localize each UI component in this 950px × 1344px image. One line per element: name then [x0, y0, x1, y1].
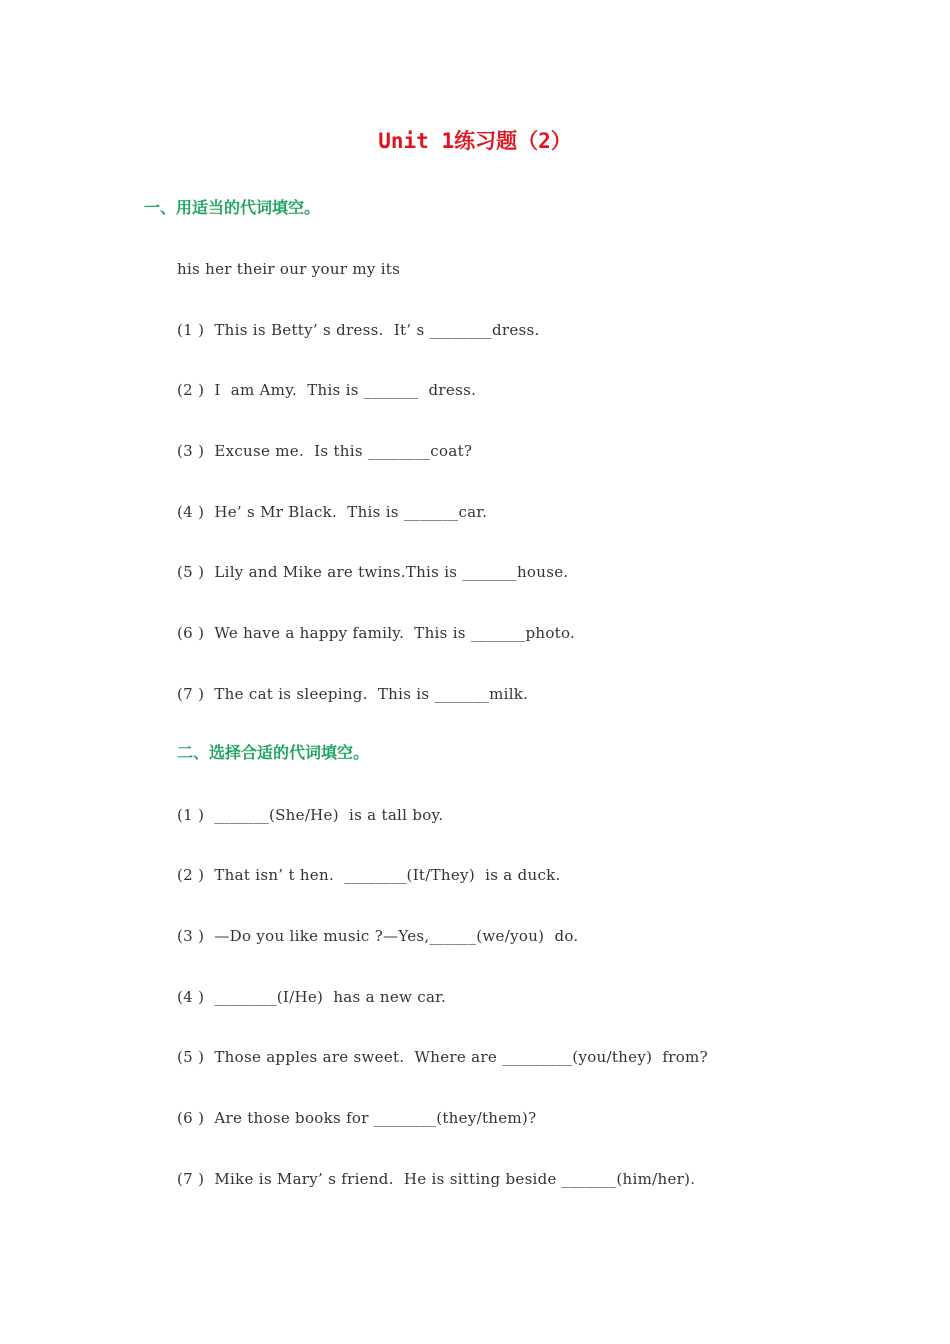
section-2-item-1: (1 ) _______(She/He) is a tall boy.	[177, 806, 444, 824]
section-2-item-2: (2 ) That isn’ t hen. ________(It/They) is a duck.	[177, 866, 561, 884]
section-1-item-4: (4 ) He’ s Mr Black. This is _______car.	[177, 503, 488, 521]
section-2-item-4: (4 ) ________(I/He) has a new car.	[177, 988, 447, 1006]
section-2-item-5: (5 ) Those apples are sweet. Where are _________(you/they) from?	[177, 1048, 708, 1066]
section-1-heading: 一、用适当的代词填空。	[144, 198, 321, 217]
section-2-item-6: (6 ) Are those books for ________(they/them)?	[177, 1109, 537, 1127]
section-1-item-5: (5 ) Lily and Mike are twins.This is _______house.	[177, 563, 569, 581]
page-title: Unit 1练习题（2）	[378, 129, 572, 153]
section-1-item-2: (2 ) I am Amy. This is _______ dress.	[177, 381, 477, 399]
section-1-item-7: (7 ) The cat is sleeping. This is _______milk.	[177, 685, 529, 703]
section-2-heading: 二、选择合适的代词填空。	[177, 743, 370, 762]
section-2-item-3: (3 ) —Do you like music ?—Yes,______(we/you) do.	[177, 927, 579, 945]
word-bank: his her their our your my its	[177, 260, 401, 278]
section-1-item-1: (1 ) This is Betty’ s dress. It’ s ________dress.	[177, 321, 540, 339]
section-2-item-7: (7 ) Mike is Mary’ s friend. He is sitting beside _______(him/her).	[177, 1170, 696, 1188]
section-1-item-3: (3 ) Excuse me. Is this ________coat?	[177, 442, 473, 460]
section-1-item-6: (6 ) We have a happy family. This is _______photo.	[177, 624, 576, 642]
